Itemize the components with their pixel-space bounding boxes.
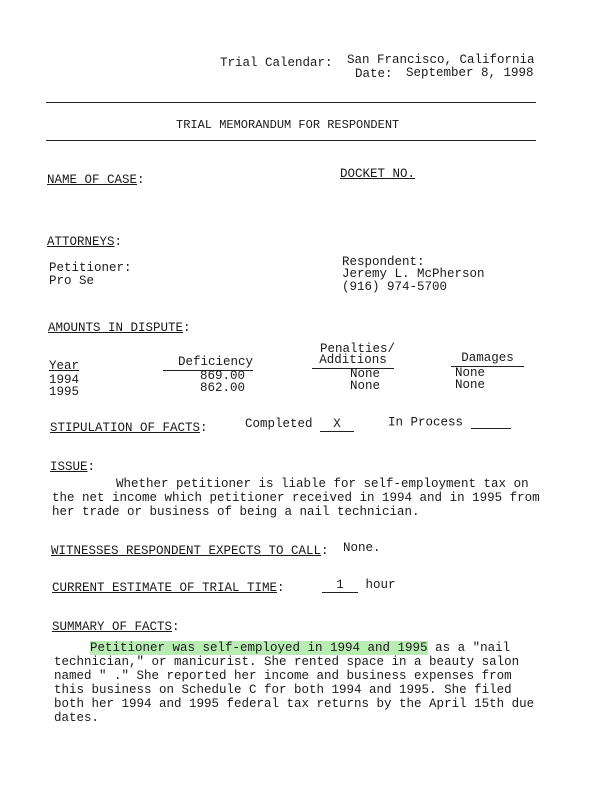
witnesses-value: None.: [343, 541, 381, 555]
name-of-case-colon: :: [137, 173, 145, 187]
trial-time-value: 1: [322, 579, 358, 593]
amounts-label: AMOUNTS IN DISPUTE: [48, 321, 184, 335]
stipulation-in-process: [388, 416, 511, 429]
row-deficiency: 869.00: [199, 369, 245, 383]
witnesses-heading: [51, 545, 329, 558]
row-penalties: None: [350, 379, 381, 393]
summary-colon: :: [172, 620, 180, 634]
stipulation-completed: [245, 418, 354, 432]
amounts-colon: :: [183, 321, 191, 335]
petitioner-label: Petitioner:: [49, 261, 132, 275]
in-process-blank: [471, 416, 511, 429]
name-of-case-label: NAME OF CASE: [47, 173, 138, 187]
attorneys-colon: :: [114, 235, 123, 249]
docket-no-label: DOCKET NO.: [340, 167, 416, 181]
summary-text: [54, 641, 544, 725]
col-year: Year: [49, 359, 80, 373]
issue-colon: :: [87, 460, 96, 474]
col-damages: Damages: [451, 352, 524, 367]
petitioner-value: Pro Se: [49, 274, 95, 288]
attorneys-heading: [47, 236, 122, 249]
trial-time-unit: hour: [365, 578, 396, 592]
top-rule: [46, 102, 536, 103]
completed-mark: X: [320, 418, 354, 432]
trial-calendar-label: Trial Calendar:: [220, 56, 333, 70]
title-rule: [46, 140, 536, 141]
stipulation-colon: :: [200, 421, 208, 435]
name-of-case: [47, 174, 145, 187]
summary-highlight: Petitioner was self-employed in 1994 and 1995: [90, 641, 428, 655]
stipulation-label: STIPULATION OF FACTS: [50, 421, 201, 435]
col-penalties-line1: Penalties/: [320, 342, 396, 356]
trial-time-label: CURRENT ESTIMATE OF TRIAL TIME: [52, 581, 278, 595]
witnesses-label: WITNESSES RESPONDENT EXPECTS TO CALL: [51, 544, 322, 558]
summary-heading: [52, 621, 180, 634]
row-damages: None: [455, 366, 486, 380]
col-penalties-line2: Additions: [312, 354, 394, 369]
amounts-heading: [48, 322, 191, 335]
respondent-phone: (916) 974-5700: [342, 280, 448, 294]
issue-heading: [50, 461, 95, 474]
trial-time-heading: [52, 582, 285, 595]
completed-label: Completed: [245, 417, 313, 431]
witnesses-colon: :: [321, 544, 329, 558]
stipulation-heading: [50, 422, 208, 435]
issue-label: ISSUE: [50, 460, 88, 474]
issue-text: Whether petitioner is liable for self-employment tax on the net income which petitioner received in 1994 and in 1995 from her trade or business of being a nail technician.: [52, 477, 540, 519]
summary-rest: as a "nail technician," or manicurist. She rented space in a beauty salon named " ." She reported her income and business expenses from this business on Schedule C for both 1994 and 1995. She filed both her 1994 and 1995 federal tax returns by the April 15th due dates.: [54, 641, 535, 725]
row-penalties: None: [350, 367, 381, 381]
row-deficiency: 862.00: [199, 381, 245, 395]
respondent-name: Jeremy L. McPherson: [342, 267, 485, 281]
date-value: September 8, 1998: [406, 66, 534, 80]
document-title: TRIAL MEMORANDUM FOR RESPONDENT: [176, 118, 400, 132]
col-deficiency: Deficiency: [163, 356, 253, 371]
in-process-label: In Process: [388, 415, 464, 430]
summary-label: SUMMARY OF FACTS: [52, 620, 173, 634]
attorneys-label: ATTORNEYS: [47, 235, 115, 249]
date-label: Date:: [355, 67, 393, 81]
row-year: 1995: [49, 385, 80, 399]
respondent-label: Respondent:: [342, 255, 425, 269]
trial-calendar-value: San Francisco, California: [347, 53, 535, 67]
row-year: 1994: [49, 373, 80, 387]
trial-time-estimate: [322, 579, 396, 593]
trial-time-colon: :: [277, 581, 285, 595]
row-damages: None: [455, 378, 486, 392]
